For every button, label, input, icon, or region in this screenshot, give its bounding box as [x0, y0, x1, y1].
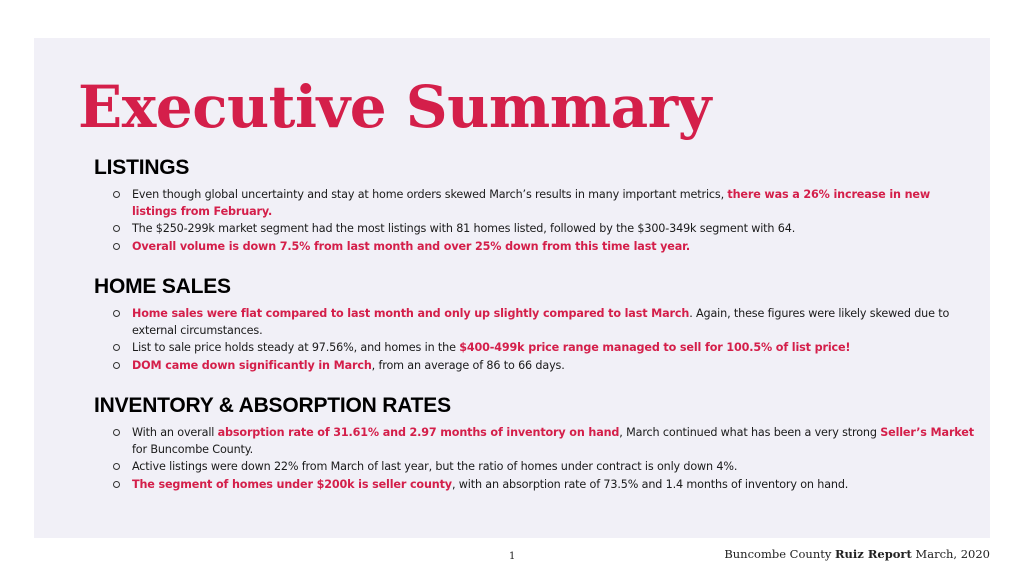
page-title: Executive Summary: [78, 73, 711, 141]
body-text: With an overall: [132, 426, 218, 439]
circle-bullet-icon: [113, 225, 120, 232]
footer-suffix: March, 2020: [911, 547, 990, 561]
bullet-list: [94, 424, 974, 493]
list-item: [132, 339, 974, 356]
list-item: [132, 305, 974, 339]
body-text: , March continued what has been a very strong: [619, 426, 881, 439]
bullet-list: [94, 305, 974, 374]
body-text: . Again, these figures were likely skewed due to external circumstances.: [132, 307, 950, 338]
highlight-text: there was a 26% increase in new listings from February.: [132, 188, 931, 219]
body-text: , with an absorption rate of 73.5% and 1.4 months of inventory on hand.: [451, 477, 849, 491]
circle-bullet-icon: [113, 463, 120, 470]
body-text: for Buncombe County.: [132, 443, 254, 457]
list-item: [132, 458, 974, 475]
body-text: The $250-299k market segment had the most listings with 81 homes listed, followed by the $300-349k segment with 64.: [132, 222, 796, 236]
highlight-text: Overall volume is down 7.5% from last month and over 25% down from this time last year.: [132, 239, 691, 253]
section-heading: HOME SALES: [94, 275, 231, 298]
section-heading: INVENTORY & ABSORPTION RATES: [94, 394, 451, 417]
bullet-list: [94, 186, 974, 255]
slide-panel: [34, 38, 990, 538]
list-item: [132, 220, 974, 237]
circle-bullet-icon: [113, 362, 120, 369]
circle-bullet-icon: [113, 344, 120, 351]
list-item: [132, 424, 974, 458]
circle-bullet-icon: [113, 481, 120, 488]
list-item: [132, 186, 974, 220]
highlight-text: The segment of homes under $200k is seller county: [132, 477, 452, 491]
circle-bullet-icon: [113, 243, 120, 250]
section-inventory: [94, 394, 974, 493]
list-item: [132, 357, 974, 374]
section-heading: LISTINGS: [94, 156, 190, 179]
list-item: [132, 476, 974, 493]
footer-title: [724, 547, 990, 561]
section-listings: [94, 156, 974, 255]
footer-prefix: Buncombe County: [724, 547, 835, 561]
page-number: 1: [509, 551, 516, 562]
highlight-text: absorption rate of 31.61% and 2.97 months of inventory on hand: [217, 426, 620, 439]
body-text: Even though global uncertainty and stay at home orders skewed March’s results in many important metrics,: [132, 188, 728, 201]
highlight-text: $400-499k price range managed to sell for 100.5% of list price!: [459, 341, 851, 355]
section-home-sales: [94, 275, 974, 374]
highlight-text: DOM came down significantly in March: [132, 358, 372, 372]
highlight-text: Home sales were flat compared to last month and only up slightly compared to last March: [132, 307, 690, 320]
body-text: Active listings were down 22% from March of last year, but the ratio of homes under contract is only down 4%.: [132, 460, 738, 474]
list-item: [132, 238, 974, 255]
highlight-text: Seller’s Market: [880, 426, 974, 439]
circle-bullet-icon: [113, 191, 120, 198]
footer-brand: Ruiz Report: [835, 547, 912, 561]
body-text: , from an average of 86 to 66 days.: [371, 358, 565, 372]
body-text: List to sale price holds steady at 97.56%, and homes in the: [132, 341, 460, 355]
circle-bullet-icon: [113, 429, 120, 436]
circle-bullet-icon: [113, 310, 120, 317]
